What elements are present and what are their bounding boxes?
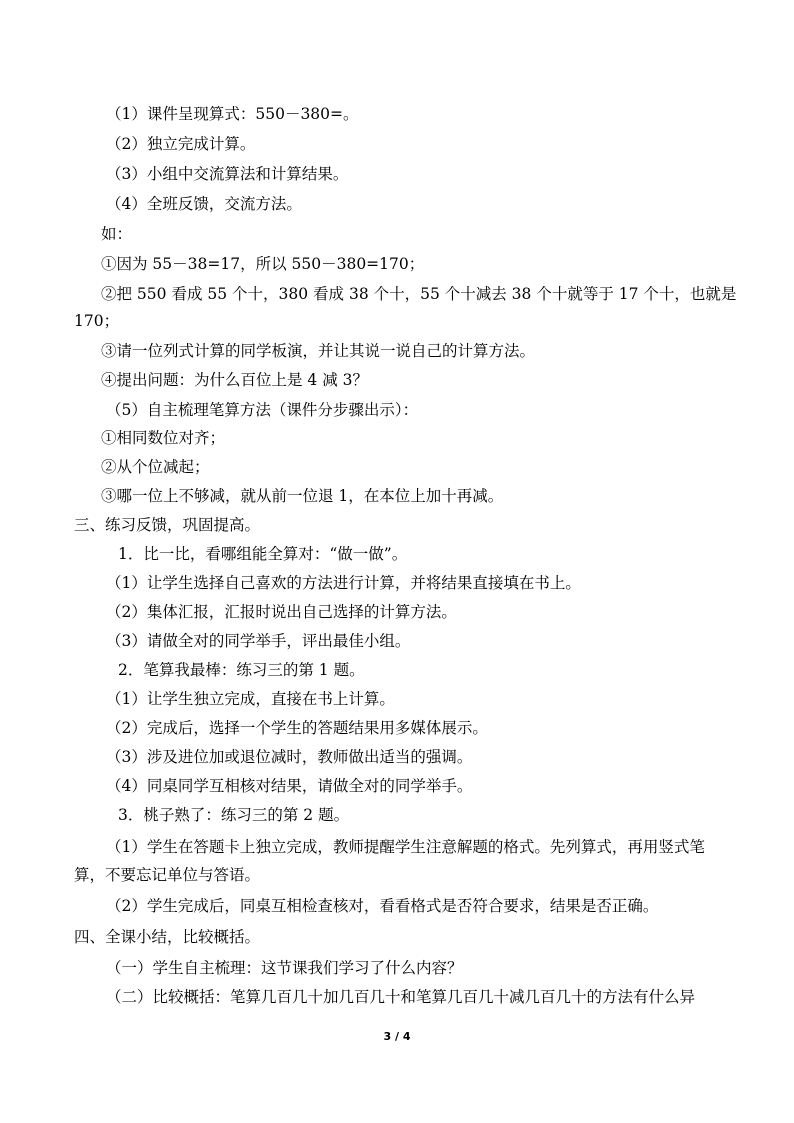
text-line: （1）课件呈现算式：550－380=。	[106, 105, 359, 123]
text-line: （2）独立完成计算。	[106, 135, 256, 153]
text-line: （2）学生完成后，同桌互相检查核对，看看格式是否符合要求，结果是否正确。	[106, 897, 659, 915]
text-line: ②把 550 看成 55 个十，380 看成 38 个十，55 个十减去 38 个十就等于 17 个十，也就是	[101, 285, 737, 303]
page-number: 3 / 4	[383, 1030, 411, 1043]
text-line: ③请一位列式计算的同学板演，并让其说一说自己的计算方法。	[101, 342, 536, 360]
text-line: 算，不要忘记单位与答语。	[74, 866, 261, 884]
text-line: （二）比较概括：笔算几百几十加几百几十和笔算几百几十减几百几十的方法有什么异	[106, 988, 696, 1006]
text-line: （3）请做全对的同学举手，评出最佳小组。	[106, 632, 411, 650]
text-line: （1）让学生独立完成，直接在书上计算。	[106, 690, 395, 708]
text-line: （3）小组中交流算法和计算结果。	[106, 165, 349, 183]
text-line: （2）完成后，选择一个学生的答题结果用多媒体展示。	[106, 719, 488, 737]
text-line: ④提出问题：为什么百位上是 4 减 3？	[101, 371, 369, 389]
text-line: （一）学生自主梳理：这节课我们学习了什么内容？	[106, 959, 463, 977]
text-line: （4）同桌同学互相核对结果，请做全对的同学举手。	[106, 777, 473, 795]
text-line: ③哪一位上不够减，就从前一位退 1，在本位上加十再减。	[101, 487, 504, 505]
text-line: 2．笔算我最棒：练习三的第 1 题。	[118, 661, 365, 679]
text-line: ②从个位减起；	[101, 458, 210, 476]
text-line: （4）全班反馈，交流方法。	[106, 195, 302, 213]
text-line: 170；	[74, 312, 120, 330]
text-line: （3）涉及进位加或退位减时，教师做出适当的强调。	[106, 748, 473, 766]
text-line: 3．桃子熟了：练习三的第 2 题。	[118, 806, 350, 824]
section-heading: 四、全课小结，比较概括。	[74, 928, 261, 946]
text-line: （5）自主梳理笔算方法（课件分步骤出示）：	[106, 401, 419, 419]
text-line: ①因为 55－38=17，所以 550－380=170；	[101, 255, 425, 273]
text-line: ①相同数位对齐；	[101, 429, 226, 447]
text-line: 1．比一比，看哪组能全算对：“做一做”。	[118, 545, 408, 563]
text-line: 如：	[101, 225, 133, 243]
text-line: （1）让学生选择自己喜欢的方法进行计算，并将结果直接填在书上。	[106, 574, 581, 592]
text-line: （1）学生在答题卡上独立完成，教师提醒学生注意解题的格式。先列算式，再用竖式笔	[106, 838, 705, 856]
text-line: （2）集体汇报，汇报时说出自己选择的计算方法。	[106, 603, 457, 621]
section-heading: 三、练习反馈，巩固提高。	[74, 516, 261, 534]
